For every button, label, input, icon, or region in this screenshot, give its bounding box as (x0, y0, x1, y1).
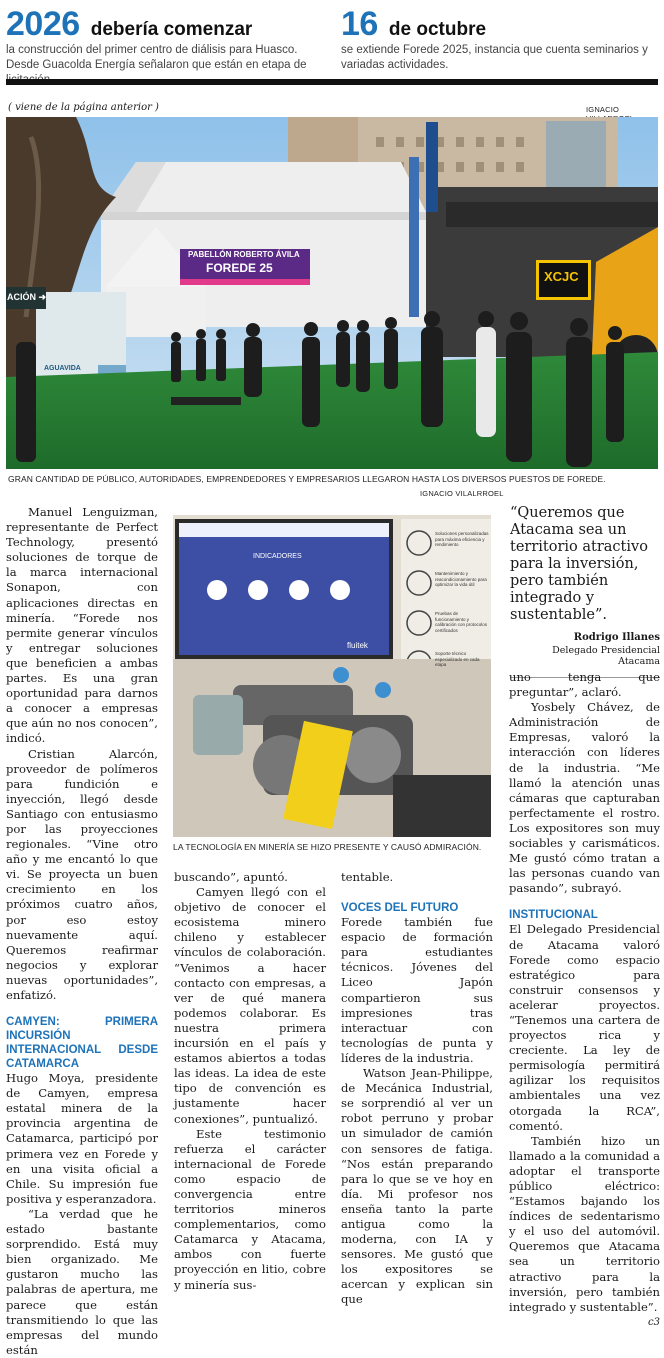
quote-role: Delegado Presidencial Atacama (552, 645, 660, 667)
paragraph: Cristian Alarcón, proveedor de polímeros para fundición e inyección, llegó desde Santiago con entusiasmo por las proyecciones regionales. “Vine otro año y me encantó lo que vi. Se proyecta un buen crecimiento en los próximos cuatro años, por eso estoy nuevamente aquí. Queremos reafirmar negocios y explorar nuevas oportunidades”, enfatizó. (6, 746, 158, 1002)
paragraph: uno tenga que preguntar”, aclaró. (509, 670, 660, 700)
paragraph: También hizo un llamado a la comunidad a adoptar el transporte público eléctrico: “Estamos bajando los índices de sedentarismo y el uso del automóvil. Queremos que Atacama sea un territorio atractivo para la inversión, pero también integrado y sustentable”. (509, 1133, 660, 1314)
paragraph: Hugo Moya, presidente de Camyen, empresa estatal minera de la provincia argentina de Catamarca, participó por primera vez en Forede y en una visita oficial a Chile. Su impresión fue positiva y esperanzadora. (6, 1071, 158, 1206)
screen-title: INDICADORES (253, 553, 302, 560)
main-photo-credit: IGNACIO VILALRROEL (420, 489, 504, 498)
continued-label: ( viene de la página anterior ) (8, 102, 159, 113)
paragraph: tentable. (341, 870, 394, 884)
paragraph: buscando”, apuntó. (174, 870, 288, 884)
column-1 (6, 505, 158, 1358)
brief-body: se extiende Forede 2025, instancia que cuenta seminarios y variadas actividades. (341, 44, 648, 71)
paragraph: El Delegado Presidencial de Atacama valoró Forede como espacio estratégico para construir consensos y acelerar proyectos. “Tenemos una cartera de proyectos rica y creciente. La ley de permisología permitirá agilizar los requisitos ambientales una vez otorgada la RCA”, comentó. (509, 922, 660, 1133)
photo-credit: IGNACIO (586, 105, 620, 114)
column-4 (509, 670, 660, 1330)
brief-right (341, 5, 659, 73)
column-2 (174, 870, 326, 1293)
paragraph: Manuel Lenguizman, representante de Perfect Technology, presentó soluciones de torque de la marca internacional Sonapon, con aplicaciones directas en minería. “Forede nos permite generar vínculos y entregar soluciones que beneficien a ambas partes. Es una gran oportunidad para darnos a conocer a empresas que aún no nos conocen”, indicó. (6, 505, 158, 746)
arrow-sign (7, 292, 46, 303)
panel-item: Soporte técnico especializado en cada etapa (435, 651, 480, 667)
brief-number: 16 (341, 5, 378, 43)
mining-tech-illustration (173, 515, 491, 837)
main-photo-caption: GRAN CANTIDAD DE PÚBLICO, AUTORIDADES, EMPRENDEDORES Y EMPRESARIOS LLEGARON HASTA LOS DIVERSOS PUESTOS DE FOREDE. (8, 474, 606, 484)
pavilion-banner-brand: FOREDE 25 (206, 261, 273, 275)
paragraph: Este testimonio refuerza el carácter internacional de Forede como espacio de convergencia entre territorios mineros complementarios, como Catamarca y Atacama, ambos con fuerte proyección en litio, cobre y minería sus- (174, 1126, 326, 1292)
quote-text: “Queremos que Atacama sea un territorio atractivo para la inversión, pero también integrado y sustentable”. (510, 505, 648, 623)
brief-headline: de octubre (388, 19, 487, 40)
subhead: CAMYEN: PRIMERA INCURSIÓN INTERNACIONAL DESDE CATAMARCA (6, 1016, 158, 1071)
end-mark: c3 (648, 1316, 660, 1328)
paragraph: Watson Jean-Philippe, de Mecánica Industrial, se sorprendió al ver un robot perruno y probar un simulador de camión con sensores de fatiga. “Nos están preparando para lo que se ve hoy en día. Mi profesor nos enseña tanto la parte antigua como la moderna, con IA y sensores. Me gustó que los expositores se acercan y explican sin que (341, 1066, 493, 1307)
subhead: INSTITUCIONAL (509, 909, 598, 922)
event-scene-illustration (6, 117, 658, 469)
paragraph: Yosbely Chávez, de Administración de Empresas, valoró la interacción con líderes de la industria. “Me llamó la atención unas cámaras que capturaban perfectamente el rostro. Los expositores son muy sociables y carismáticos. Me gustó cómo tratan a las personas cuando van pasando”, subrayó. (509, 700, 660, 896)
paragraph: Forede también fue espacio de formación para estudiantes técnicos. Jóvenes del Liceo Japón compartieron sus impresiones tras interactuar con tecnologías de punta y líderes de la industria. (341, 915, 493, 1065)
quote-name: Rodrigo Illanes (573, 632, 660, 643)
brief-body: la construcción del primer centro de diálisis para Huasco. Desde Guacolda Energía señalaron que están en etapa de (6, 44, 307, 71)
subhead: VOCES DEL FUTURO (341, 902, 459, 915)
arrow-right-icon: ➜ (38, 292, 47, 302)
screen-brand: fluitek (347, 641, 368, 650)
brief-headline: debería comenzar (90, 19, 253, 40)
panel-item: Pruebas de funcionamiento y calibración con protocolos certificados (435, 611, 488, 633)
pavilion-banner-title: PABELLÓN ROBERTO ÁVILA (188, 250, 300, 259)
water-booth-label: AGUAVIDA (44, 365, 81, 372)
brief-divider-bar (6, 79, 658, 85)
main-photo (6, 117, 658, 469)
panel-item: Mantenimiento y reacondicionamiento para optimizar la vida útil (435, 571, 487, 587)
column-3 (341, 870, 493, 1308)
pull-quote (510, 505, 660, 678)
second-photo-caption: LA TECNOLOGÍA EN MINERÍA SE HIZO PRESENTE Y CAUSÓ ADMIRACIÓN. (173, 842, 482, 852)
brief-left (6, 5, 326, 88)
booth-sign: XCJC (544, 269, 579, 284)
arrow-sign-text: ACIÓN (7, 292, 36, 302)
paragraph: Camyen llegó con el objetivo de conocer el ecosistema minero chileno y establecer vínculos de colaboración. “Venimos a hacer contacto con empresas, a ver de qué manera podemos colaborar. Es nuestra primera incursión en el país y estamos abiertos a todas las ideas. La idea de este tipo de convención es justamente hacer conexiones”, puntualizó. (174, 885, 326, 1126)
brief-number: 2026 (6, 5, 80, 43)
panel-item: Soluciones personalizadas para máxima eficiencia y rendimiento (435, 531, 489, 547)
paragraph: “La verdad que he estado bastante sorprendido. Está muy bien organizado. Me gustaron mucho las palabras de apertura, me parece que están transmitiendo lo que las empresas del mundo están (6, 1206, 158, 1357)
second-photo (173, 515, 491, 837)
